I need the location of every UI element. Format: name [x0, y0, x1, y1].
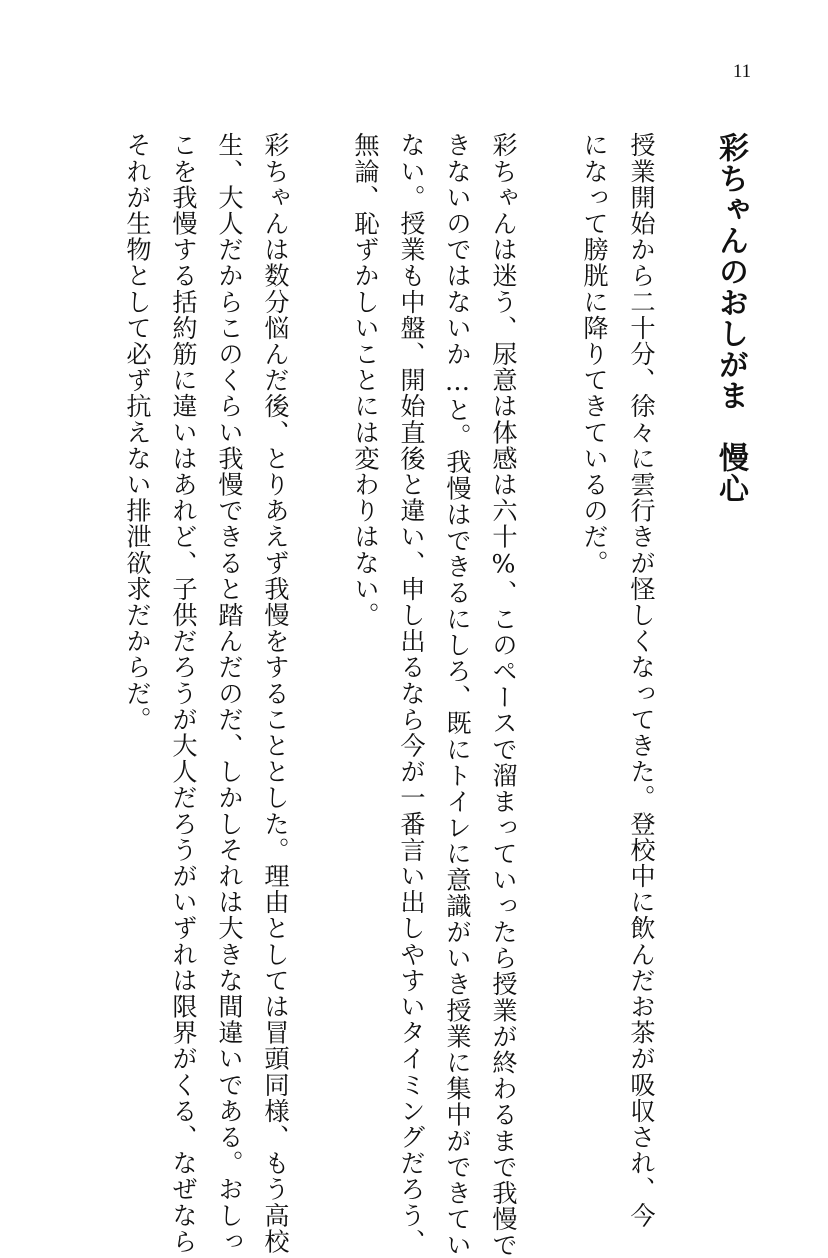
text-line: こを我慢する括約筋に違いはあれど、子供だろうが大人だろうがいずれは限界がくる、なぜなら [169, 132, 198, 1255]
chapter-title: 彩ちゃんのおしがま 慢心 [713, 132, 748, 504]
text-line: それが生物として必ず抗えない排泄欲求だからだ。 [123, 132, 152, 733]
text-line: 彩ちゃんは迷う、尿意は体感は六十%、このペースで溜まっていったら授業が終わるまで我慢で [489, 132, 518, 1258]
text-line: ない。授業も中盤、開始直後と違い、申し出るなら今が一番言い出しやすいタイミングだろう、 [397, 132, 426, 1255]
page-number: 11 [732, 61, 752, 82]
text-line: 生、大人だからこのくらい我慢できると踏んだのだ、しかしそれは大きな間違いである。おしっ [215, 132, 244, 1255]
text-line: 無論、恥ずかしいことには変わりはない。 [351, 132, 380, 628]
text-line: きないのではないか…と。我慢はできるにしろ、既にトイレに意識がいき授業に集中ができてい [443, 132, 472, 1258]
text-line: になって膀胱に降りてきているのだ。 [580, 132, 609, 576]
text-line: 授業開始から二十分、徐々に雲行きが怪しくなってきた。登校中に飲んだお茶が吸収され、今 [627, 132, 656, 1229]
text-line: 彩ちゃんは数分悩んだ後、とりあえず我慢をすることとした。理由としては冒頭同様、もう高校 [261, 132, 290, 1255]
